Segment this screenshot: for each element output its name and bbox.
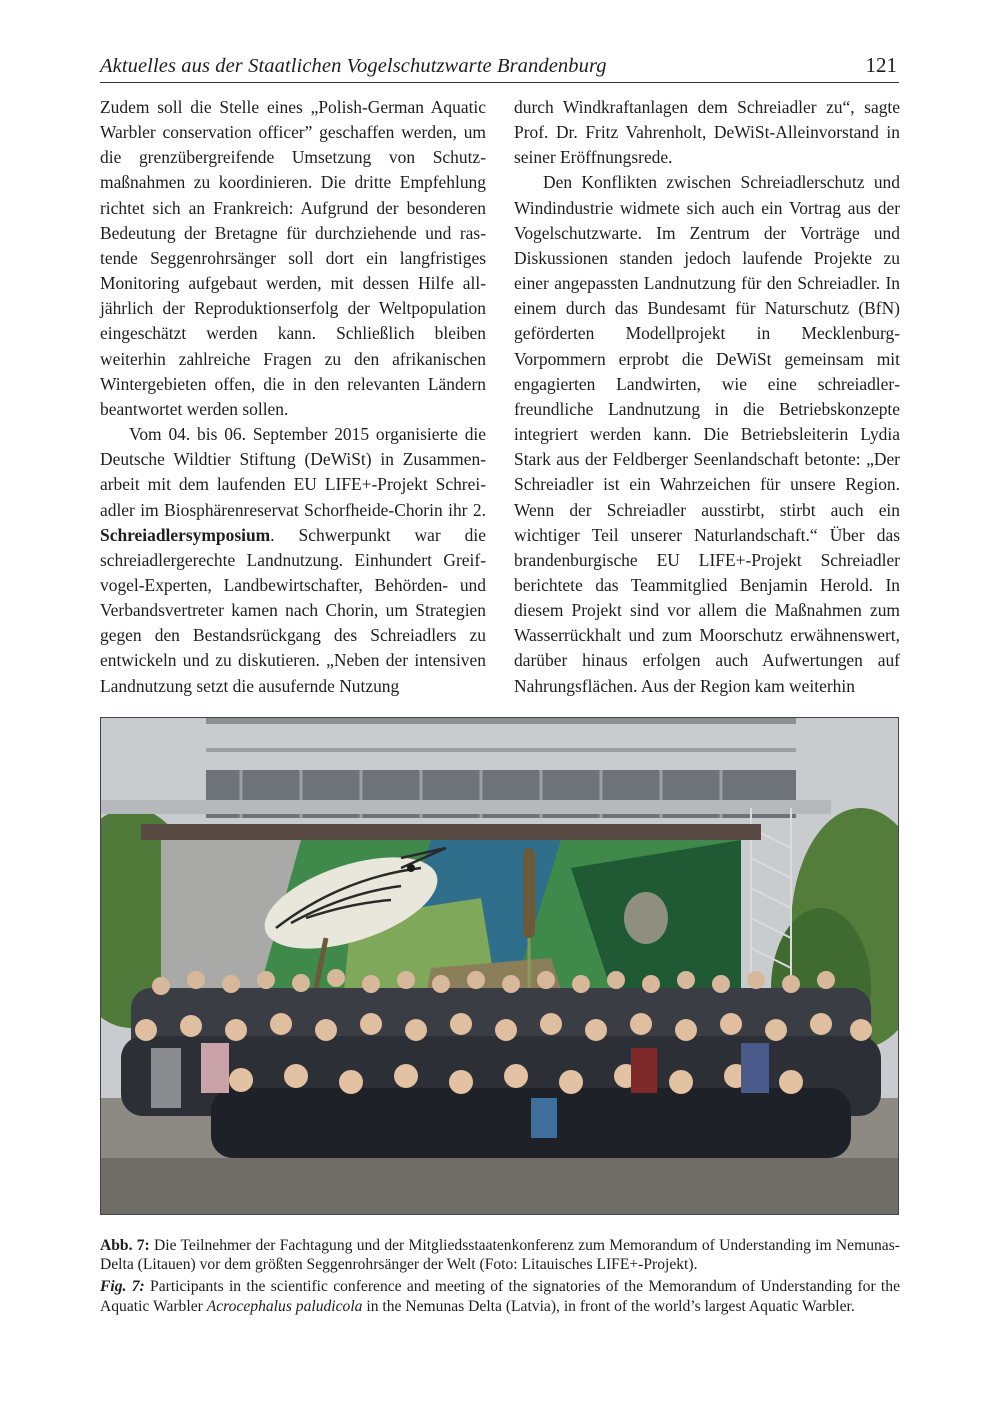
text-column-right <box>514 95 900 699</box>
running-header <box>100 52 899 83</box>
group-photo-illustration <box>101 718 899 1215</box>
caption-german <box>100 1236 900 1274</box>
caption-text: in the Nemunas Delta (Latvia), in front of the world’s largest Aquatic Warbler. <box>362 1297 855 1315</box>
caption-text: Participants in the scientific conference and meeting of the signatories of the Memorandum of Understanding for the Aquatic Warbler <box>100 1278 900 1315</box>
caption-text: Die Teilnehmer der Fachtagung und der Mitgliedsstaatenkonferenz zum Memorandum of Understanding im Nemunas-Delta (Litauen) vor dem größten Seggenrohrsänger der Welt (Foto: Litauisches LIFE+-Projekt). <box>100 1237 900 1274</box>
group-photo <box>100 717 899 1215</box>
bold-term: Schreiadlersymposium <box>100 524 271 545</box>
caption-english <box>100 1277 900 1315</box>
species-name: Acrocephalus paludicola <box>206 1297 363 1315</box>
paragraph-text: . Schwerpunkt war die schreiadlergerechte Landnutzung. Einhundert Greifvogel-Experten, Landbewirtschafter, Behörden- und Verbandsvertreter kamen nach Chorin, um Strategien gegen den Bestandsrückgang des Schreiadlers zu entwickeln und zu diskutieren. „Neben der intensiven Landnutzung setzt die ausufernde Nutzung <box>100 524 486 696</box>
page-number: 121 <box>865 53 897 77</box>
paragraph: Den Konflikten zwischen Schreiadlerschutz und Windindustrie widmete sich auch ein Vortrag aus der Vogelschutzwarte. Im Zentrum der Vorträge und Diskussionen standen jedoch laufende Projekte zu einer angepassten Landnutzung für den Schreiadler. In einem durch das Bundesamt für Naturschutz (BfN) geförderten Modellprojekt in Mecklenburg-Vorpommern erprobt die DeWiSt gemeinsam mit engagierten Landwirten, wie eine schreiadlerfreundliche Landnutzung in die Betriebskonzepte integriert werden kann. Die Betriebsleiterin Lydia Stark aus der Feldberger Seenlandschaft betonte: „Der Schreiadler ist ein Wahrzeichen für unsere Region. Wenn der Schreiadler ausstirbt, stirbt auch ein wichtiger Teil unserer Naturlandschaft.“ Über das brandenburgische EU LIFE+-Projekt Schreiadler berichtete das Teammitglied Benjamin Herold. In diesem Projekt sind vor allem die Maßnahmen zum Wasserrückhalt und zum Moorschutz erwähnenswert, darüber hinaus erfolgen auch Aufwertungen auf Nahrungsflächen. Aus der Region kam weiterhin <box>514 172 900 696</box>
figure-caption <box>100 1236 900 1319</box>
paragraph: Zudem soll die Stelle eines „Polish-German Aquatic Warbler conservation officer” geschaffen werden, um die grenzübergreifende Umsetzung von Schutzmaßnahmen zu koordinieren. Die dritte Empfehlung richtet sich an Frankreich: Aufgrund der besonderen Bedeutung der Bretagne für durchziehende und rastende Seggenrohrsänger soll dort ein langfristiges Monitoring aufgebaut werden, mit dessen Hilfe alljährlich der Reproduktionserfolg der Weltpopulation eingeschätzt werden kann. Schließlich bleiben weiterhin zahlreiche Fragen zu den afrikanischen Wintergebieten offen, die in den relevanten Ländern beantwortet werden sollen. <box>100 97 486 419</box>
running-title: Aktuelles aus der Staatlichen Vogelschutzwarte Brandenburg <box>100 55 607 77</box>
paragraph: durch Windkraftanlagen dem Schreiadler zu“, sagte Prof. Dr. Fritz Vahrenholt, DeWiSt-Alleinvorstand in seiner Eröffnungsrede. <box>514 97 900 168</box>
caption-label: Abb. 7: <box>100 1237 150 1254</box>
paragraph <box>100 422 486 699</box>
paragraph-text: Vom 04. bis 06. September 2015 organisierte die Deutsche Wildtier Stiftung (DeWiSt) in Zusammenarbeit mit dem laufenden EU LIFE+-Projekt Schreiadler im Biosphärenreservat Schorfheide-Chorin ihr 2. <box>100 424 486 520</box>
text-column-left <box>100 95 486 699</box>
caption-label: Fig. 7: <box>100 1278 145 1296</box>
